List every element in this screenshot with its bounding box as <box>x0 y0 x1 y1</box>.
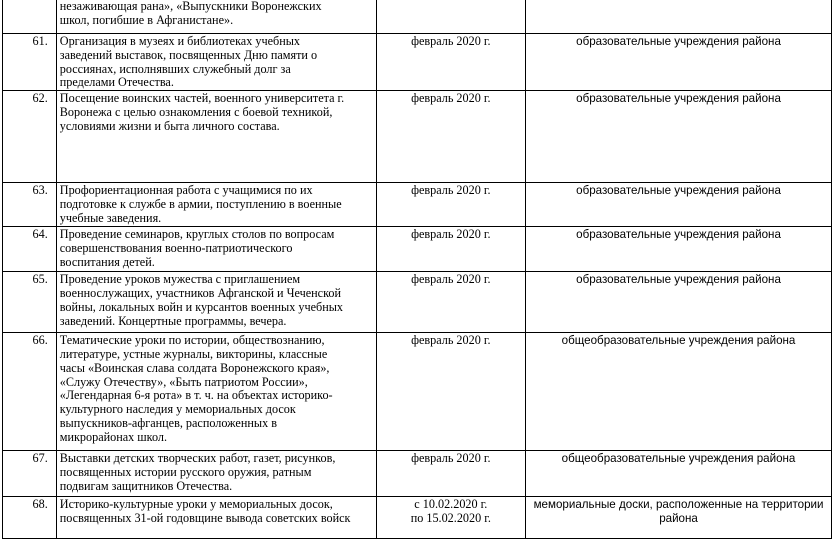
table-row <box>3 34 832 91</box>
row-number: 63. <box>32 183 48 198</box>
event-date-cell <box>376 183 525 227</box>
event-description-line: незаживающая рана», «Выпускники Воронежских <box>59 0 322 13</box>
event-description-line: военнослужащих, участников Афганской и Чеченской <box>59 285 342 300</box>
row-number-cell <box>3 451 57 497</box>
event-description-cell <box>56 333 376 451</box>
responsible-organization-cell <box>526 0 832 34</box>
event-description-cell <box>56 272 376 333</box>
event-description-line: посвященных истории русского оружия, ратным <box>59 464 312 479</box>
event-description-line: войны, локальных войн и курсантов военных учебных <box>59 299 344 314</box>
event-description-line: заведений. Концертные программы, вечера. <box>59 313 287 328</box>
row-number-cell <box>3 497 57 539</box>
event-description-line: Проведение семинаров, круглых столов по вопросам <box>59 227 335 242</box>
event-description-line: посвященных 31-ой годовщине вывода советских войск <box>59 510 351 525</box>
event-description-line: Тематические уроки по истории, обществознанию, <box>59 333 325 348</box>
table-row <box>3 91 832 183</box>
row-number-cell <box>3 183 57 227</box>
responsible-organization-line: общеобразовательные учреждения района <box>561 452 796 466</box>
event-description-cell <box>56 0 376 34</box>
event-description-line: культурного наследия у мемориальных досок <box>59 402 296 417</box>
responsible-organization-cell <box>526 34 832 91</box>
responsible-organization-line: образовательные учреждения района <box>576 273 781 287</box>
event-description-line: Профориентационная работа с учащимися по их <box>59 183 313 198</box>
table-row <box>3 333 832 451</box>
event-date-cell <box>376 451 525 497</box>
event-description-line: подвигам защитников Отечества. <box>59 478 233 493</box>
event-description-line: Организация в музеях и библиотеках учебных <box>59 34 300 48</box>
row-number: 64. <box>32 227 48 242</box>
event-date-line: февраль 2020 г. <box>411 333 491 348</box>
event-description-line: учебные заведения. <box>59 210 162 225</box>
row-number-cell <box>3 34 57 91</box>
event-date-cell <box>376 34 525 91</box>
responsible-organization-cell <box>526 91 832 183</box>
event-description-line: Историко-культурные уроки у мемориальных досок, <box>59 497 333 512</box>
responsible-organization-cell <box>526 333 832 451</box>
event-description-line: микрорайонах школ. <box>59 429 168 444</box>
row-number: 61. <box>32 34 48 48</box>
event-date-cell <box>376 0 525 34</box>
event-description-line: воспитания детей. <box>59 254 155 269</box>
event-description-cell <box>56 227 376 272</box>
event-description-cell <box>56 91 376 183</box>
event-description-cell <box>56 497 376 539</box>
event-date-cell <box>376 497 525 539</box>
row-number: 66. <box>32 333 48 348</box>
event-date-line: февраль 2020 г. <box>411 227 491 242</box>
event-description-line: Выставки детских творческих работ, газет, рисунков, <box>59 451 336 466</box>
event-description-cell <box>56 451 376 497</box>
events-table <box>2 0 832 539</box>
table-row <box>3 227 832 272</box>
table-row <box>3 451 832 497</box>
event-description-line: школ, погибшие в Афганистане». <box>59 12 234 27</box>
event-date-cell <box>376 227 525 272</box>
row-number-cell <box>3 91 57 183</box>
event-description-line: заведений выставок, посвященных Дню памяти о <box>59 47 318 62</box>
event-date-line: февраль 2020 г. <box>411 451 491 466</box>
responsible-organization-line: образовательные учреждения района <box>576 92 781 106</box>
row-number-cell <box>3 272 57 333</box>
responsible-organization-line: общеобразовательные учреждения района <box>561 334 796 348</box>
event-description-line: Воронежа с целью ознакомления с боевой техникой, <box>59 104 333 119</box>
event-date-line: февраль 2020 г. <box>411 91 491 106</box>
responsible-organization-cell <box>526 272 832 333</box>
event-date-cell <box>376 272 525 333</box>
responsible-organization-line: образовательные учреждения района <box>576 228 781 242</box>
responsible-organization-line: образовательные учреждения района <box>576 184 781 198</box>
event-date-line: февраль 2020 г. <box>411 183 491 198</box>
event-date-line: февраль 2020 г. <box>411 272 491 287</box>
event-description-cell <box>56 34 376 91</box>
event-description-line: Проведение уроков мужества с приглашением <box>59 272 301 287</box>
event-date-line: по 15.02.2020 г. <box>410 510 491 525</box>
event-date-cell <box>376 333 525 451</box>
table-row <box>3 272 832 333</box>
row-number: 67. <box>32 451 48 466</box>
event-date-line: с 10.02.2020 г. <box>414 497 488 512</box>
row-number-cell <box>3 0 57 34</box>
event-description-line: «Легендарная 6-я рота» в т. ч. на объектах историко- <box>59 388 333 403</box>
table-row <box>3 497 832 539</box>
event-date-cell <box>376 91 525 183</box>
row-number: 68. <box>32 497 48 512</box>
row-number: 65. <box>32 272 48 287</box>
responsible-organization-cell <box>526 497 832 539</box>
row-number-cell <box>3 227 57 272</box>
event-description-line: пределами Отечества. <box>59 75 174 90</box>
event-description-line: условиями жизни и быта личного состава. <box>59 118 280 133</box>
event-description-line: Посещение воинских частей, военного университета г. <box>59 91 345 106</box>
table-row <box>3 0 832 34</box>
table-row <box>3 183 832 227</box>
events-table-body <box>3 0 832 539</box>
responsible-organization-cell <box>526 227 832 272</box>
responsible-organization-line: района <box>659 511 698 525</box>
event-description-line: «Служу Отечеству», «Быть патриотом России», <box>59 374 308 389</box>
event-description-line: подготовке к службе в армии, поступлению в военные <box>59 196 342 211</box>
event-date-line: февраль 2020 г. <box>411 34 491 48</box>
event-description-line: россиянах, исполнявших служебный долг за <box>59 61 291 76</box>
row-number-cell <box>3 333 57 451</box>
row-number: 62. <box>32 91 48 106</box>
event-description-line: совершенствования военно-патриотического <box>59 240 293 255</box>
responsible-organization-cell <box>526 451 832 497</box>
responsible-organization-cell <box>526 183 832 227</box>
event-description-line: часы «Воинская слава солдата Воронежского края», <box>59 360 330 375</box>
event-description-line: литературе, устные журналы, викторины, классные <box>59 346 328 361</box>
event-description-cell <box>56 183 376 227</box>
event-description-line: выпускников-афганцев, расположенных в <box>59 415 277 430</box>
responsible-organization-line: образовательные учреждения района <box>576 35 781 48</box>
responsible-organization-line: мемориальные доски, расположенные на территории <box>533 498 824 512</box>
